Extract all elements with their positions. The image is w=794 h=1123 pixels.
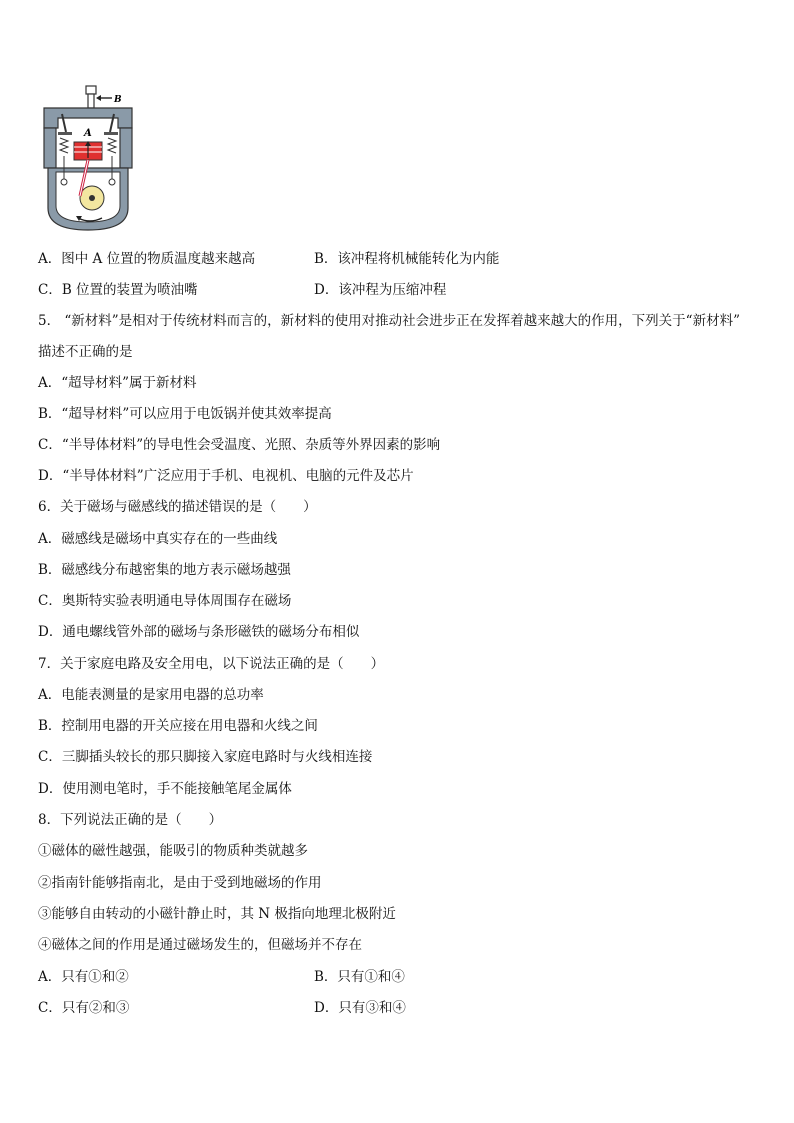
label-b: B (114, 95, 122, 105)
q8-option-d: D．只有③和④ (314, 1000, 406, 1016)
q6-option-c: C．奥斯特实验表明通电导体周围存在磁场 (38, 593, 292, 609)
q8-statement-1: ①磁体的磁性越强，能吸引的物质种类就越多 (38, 843, 308, 859)
q4-option-a: A．图中 A 位置的物质温度越来越高 (38, 251, 256, 267)
q4-option-b: B．该冲程将机械能转化为内能 (314, 251, 500, 267)
q6-option-a: A．磁感线是磁场中真实存在的一些曲线 (38, 531, 278, 547)
q4-option-c: C．B 位置的装置为喷油嘴 (38, 282, 198, 298)
q8-stem: 8．下列说法正确的是（ ） (38, 812, 223, 828)
q5-stem-line1: 5． “新材料”是相对于传统材料而言的，新材料的使用对推动社会进步正在发挥着越来越大的作用，下列关于“新材料” (38, 313, 740, 329)
q5-option-b: B．“超导材料”可以应用于电饭锅并使其效率提高 (38, 406, 332, 422)
q6-option-b: B．磁感线分布越密集的地方表示磁场越强 (38, 562, 291, 578)
q8-option-b: B．只有①和④ (314, 969, 405, 985)
q5-option-a: A．“超导材料”属于新材料 (38, 375, 197, 391)
q6-stem: 6．关于磁场与磁感线的描述错误的是（ ） (38, 499, 317, 515)
q7-option-b: B．控制用电器的开关应接在用电器和火线之间 (38, 718, 318, 734)
engine-diagram (38, 84, 138, 234)
q8-option-a: A．只有①和② (38, 969, 129, 985)
q7-option-a: A．电能表测量的是家用电器的总功率 (38, 687, 264, 703)
q5-stem-line2: 描述不正确的是 (38, 344, 133, 360)
q5-option-d: D．“半导体材料”广泛应用于手机、电视机、电脑的元件及芯片 (38, 468, 414, 484)
q8-statement-4: ④磁体之间的作用是通过磁场发生的，但磁场并不存在 (38, 937, 362, 953)
q4-option-d: D．该冲程为压缩冲程 (314, 282, 447, 298)
label-a: A (84, 128, 92, 139)
q8-statement-2: ②指南针能够指南北，是由于受到地磁场的作用 (38, 875, 322, 891)
q8-option-c: C．只有②和③ (38, 1000, 130, 1016)
q7-option-c: C．三脚插头较长的那只脚接入家庭电路时与火线相连接 (38, 749, 373, 765)
q8-statement-3: ③能够自由转动的小磁针静止时，其 N 极指向地理北极附近 (38, 906, 396, 922)
q6-option-d: D．通电螺线管外部的磁场与条形磁铁的磁场分布相似 (38, 624, 360, 640)
q7-stem: 7．关于家庭电路及安全用电，以下说法正确的是（ ） (38, 656, 385, 672)
q7-option-d: D．使用测电笔时，手不能接触笔尾金属体 (38, 781, 292, 797)
q5-option-c: C．“半导体材料”的导电性会受温度、光照、杂质等外界因素的影响 (38, 437, 441, 453)
